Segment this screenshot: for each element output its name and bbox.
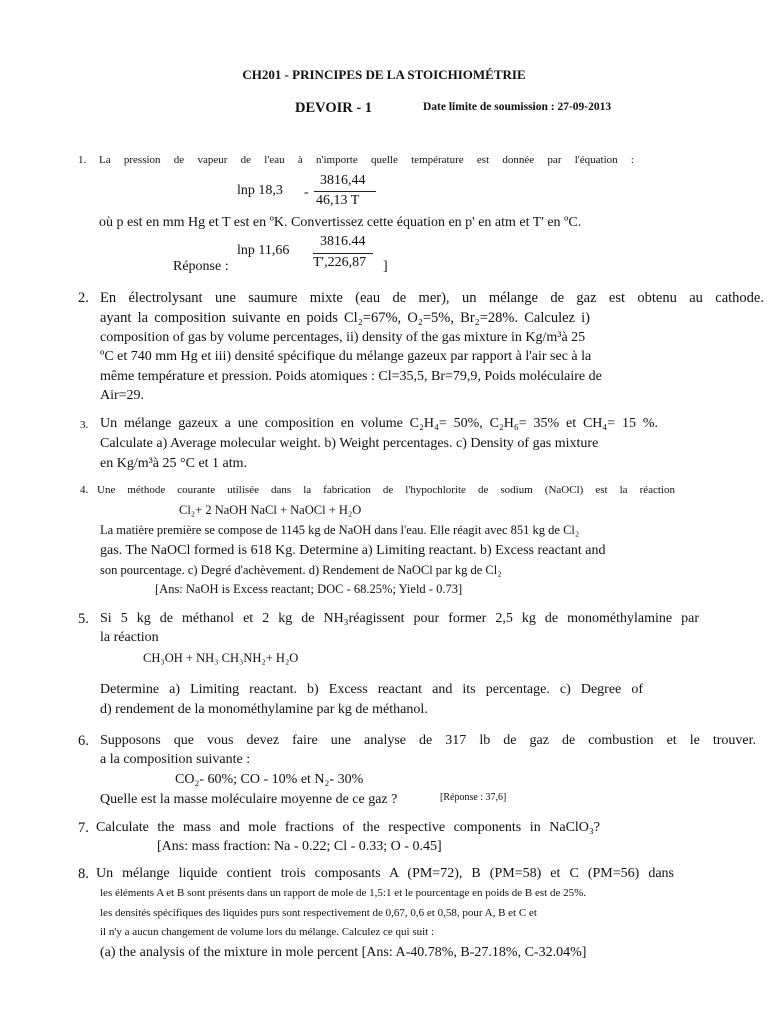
q3-line2: Calculate a) Average molecular weight. b) Weight percentages. c) Density of gas mixture [100, 436, 599, 451]
q4-line4: son pourcentage. c) Degré d'achèvement. d) Rendement de NaOCl par kg de Cl₂ [100, 563, 502, 577]
q6-line1-text: Supposons que vous devez faire une analyse de 317 lb de gaz de combustion et le trouver. [100, 733, 756, 748]
q5-line1 [100, 611, 699, 627]
eq2-numerator: 3816.44 [320, 234, 366, 249]
q7-line1-text: Calculate the mass and mole fractions of the respective components in NaClO₃? [96, 820, 600, 835]
q5-reaction: CH₃OH + NH₃ CH₃NH₂+ H₂O [143, 651, 299, 665]
eq2-constant: 11,66 [258, 243, 290, 258]
q2-line4: ºC et 740 mm Hg et iii) densité spécifique du mélange gazeux par rapport à l'air sec à la [100, 349, 592, 364]
q5-line2: la réaction [100, 630, 159, 645]
eq1-fraction-bar [314, 191, 376, 192]
q2-line2 [100, 310, 590, 327]
eq1-numerator: 3816,44 [320, 173, 366, 188]
q4-line1-text: Une méthode courante utilisée dans la fabrication de l'hypochlorite de sodium (NaOCl) est la réaction [97, 484, 675, 496]
q4-line2: La matière première se compose de 1145 kg de NaOH dans l'eau. Elle réagit avec 851 kg de Cl₂ [100, 523, 580, 537]
q7-number: 7. [78, 820, 89, 836]
eq2-close-bracket: ] [383, 259, 388, 274]
devoir-title: DEVOIR - 1 [295, 100, 373, 116]
q1-eq2 [237, 243, 289, 259]
q7-line1 [96, 820, 600, 836]
q1-eq1 [237, 183, 283, 199]
deadline: Date limite de soumission : 27-09-2013 [423, 101, 612, 113]
q4-number: 4. [80, 484, 89, 496]
q6-line2: a la composition suivante : [100, 752, 251, 767]
q6-line3: Quelle est la masse moléculaire moyenne de ce gaz ? [100, 792, 398, 807]
q1-line1-text: La pression de vapeur de l'eau à n'importe quelle température est donnée par l'équation : [99, 154, 634, 166]
q2-line3: composition of gas by volume percentages, ii) density of the gas mixture in Kg/m³à 25 [100, 330, 586, 345]
q2-line2-text: ayant la composition suivante en poids Cl₂=67%, O₂=5%, Br₂=28%. Calculez i) [100, 310, 590, 326]
q6-number: 6. [78, 733, 89, 749]
q6-answer: [Réponse : 37,6] [440, 792, 507, 803]
q5-line1-text: Si 5 kg de méthanol et 2 kg de NH₃réagissent pour former 2,5 kg de monométhylamine par [100, 611, 699, 626]
q5-line3 [100, 682, 643, 698]
q1-number: 1. [78, 154, 87, 166]
q4-line1 [97, 484, 675, 496]
q8-line1-text: Un mélange liquide contient trois composants A (PM=72), B (PM=58) et C (PM=56) dans [96, 866, 674, 881]
course-title: CH201 - PRINCIPES DE LA STOICHIOMÉTRIE [242, 67, 526, 82]
eq2-denominator: T',226,87 [313, 255, 367, 270]
q3-line1-text: Un mélange gazeux a une composition en volume C₂H₄= 50%, C₂H₆= 35% et CH₄= 15 %. [100, 416, 658, 431]
q1-answer-label: Réponse : [173, 259, 229, 274]
q8-line3: les densités spécifiques des liquides purs sont respectivement de 0,67, 0,6 et 0,58, pour A, B et C et [100, 907, 537, 919]
q1-line1 [99, 154, 634, 166]
q6-line1 [100, 733, 756, 749]
q8-line1 [96, 866, 674, 882]
q4-reaction: Cl₂+ 2 NaOH NaCl + NaOCl + H₂O [179, 503, 362, 517]
q2-line6: Air=29. [100, 388, 145, 403]
eq1-constant: 18,3 [258, 183, 283, 198]
q7-answer: [Ans: mass fraction: Na - 0.22; Cl - 0.33; O - 0.45] [157, 839, 442, 854]
q8-line2: les éléments A et B sont présents dans un rapport de mole de 1,5:1 et le pourcentage en poids de B est de 25%. [100, 887, 587, 899]
q1-line2: où p est en mm Hg et T est en ºK. Convertissez cette équation en p' en atm et T' en ºC. [99, 215, 582, 230]
q4-answer: [Ans: NaOH is Excess reactant; DOC - 68.25%; Yield - 0.73] [155, 582, 463, 596]
eq2-fraction-bar [313, 253, 373, 254]
q6-composition: CO₂- 60%; CO - 10% et N₂- 30% [175, 772, 364, 787]
q3-line1 [100, 416, 658, 432]
q4-line3: gas. The NaOCl formed is 618 Kg. Determine a) Limiting reactant. b) Excess reactant and [100, 543, 606, 558]
q3-number: 3. [80, 419, 89, 431]
q5-number: 5. [78, 611, 89, 627]
q2-line1-text: En électrolysant une saumure mixte (eau de mer), un mélange de gaz est obtenu au cathode. [100, 290, 764, 306]
q2-line1 [100, 290, 764, 307]
q2-line5: même température et pression. Poids atomiques : Cl=35,5, Br=79,9, Poids moléculaire de [100, 369, 602, 384]
q8-number: 8. [78, 866, 89, 882]
q5-line3-text: Determine a) Limiting reactant. b) Excess reactant and its percentage. c) Degree of [100, 682, 643, 697]
q8-line5: (a) the analysis of the mixture in mole percent [Ans: A-40.78%, B-27.18%, C-32.04%] [100, 945, 587, 960]
q3-line3: en Kg/m³à 25 °C et 1 atm. [100, 456, 248, 471]
q2-number: 2. [78, 290, 89, 306]
eq2-lhs: lnp [237, 243, 255, 258]
eq1-minus: - [304, 185, 309, 200]
eq1-lhs: lnp [237, 183, 255, 198]
q5-line4: d) rendement de la monométhylamine par kg de méthanol. [100, 702, 428, 717]
eq1-denominator: 46,13 T [316, 193, 360, 208]
q8-line4: il n'y a aucun changement de volume lors du mélange. Calculez ce qui suit : [100, 926, 435, 938]
